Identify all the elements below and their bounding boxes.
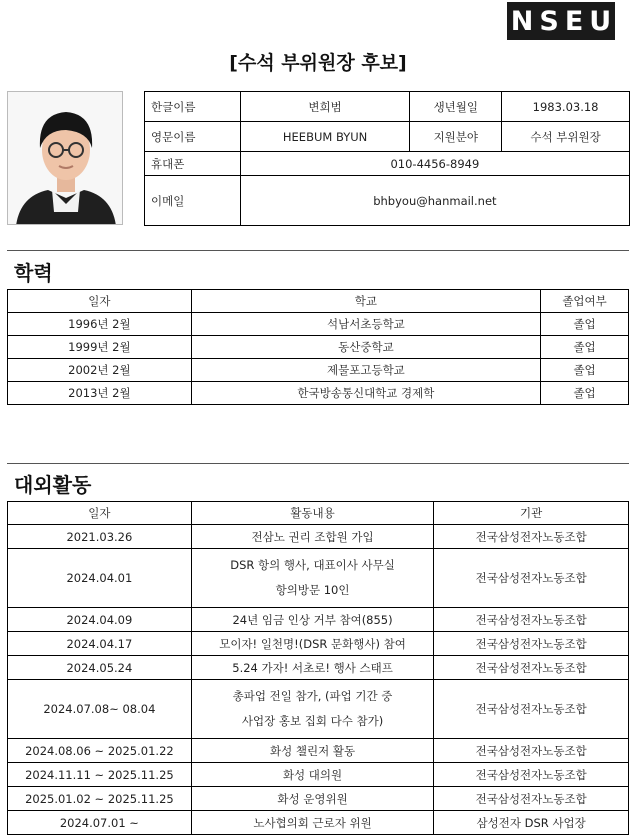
profile-table	[144, 91, 630, 226]
nseu-logo: NSEU	[507, 2, 615, 40]
act-content-line: DSR 항의 행사, 대표이사 사무실	[230, 558, 395, 572]
edu-date: 1999년 2월	[8, 336, 192, 359]
act-org: 전국삼성전자노동조합	[434, 632, 629, 656]
phone-label: 휴대폰	[145, 152, 241, 176]
act-org: 삼성전자 DSR 사업장	[434, 811, 629, 835]
act-org: 전국삼성전자노동조합	[434, 656, 629, 680]
edu-status: 졸업	[541, 382, 629, 405]
table-row	[8, 382, 629, 405]
act-date: 2024.05.24	[8, 656, 192, 680]
act-content: 전삼노 권리 조합원 가입	[191, 525, 434, 549]
act-org: 전국삼성전자노동조합	[434, 680, 629, 739]
act-org: 전국삼성전자노동조합	[434, 549, 629, 608]
table-row	[8, 680, 629, 739]
act-content: 모이자! 일천명!(DSR 문화행사) 참여	[191, 632, 434, 656]
act-content: 5.24 가자! 서초로! 행사 스태프	[191, 656, 434, 680]
edu-header-date: 일자	[8, 290, 192, 313]
act-date: 2021.03.26	[8, 525, 192, 549]
edu-school: 동산중학교	[191, 336, 540, 359]
table-row	[8, 336, 629, 359]
page-title: [수석 부위원장 후보]	[229, 52, 407, 74]
act-date: 2024.07.08~ 08.04	[8, 680, 192, 739]
act-content-line: 항의방문 10인	[275, 583, 350, 597]
table-row	[8, 525, 629, 549]
act-content: 노사협의회 근로자 위원	[191, 811, 434, 835]
edu-date: 2002년 2월	[8, 359, 192, 382]
table-row	[8, 549, 629, 608]
email-label: 이메일	[145, 176, 241, 226]
profile-photo	[7, 91, 123, 225]
act-date: 2024.04.09	[8, 608, 192, 632]
table-row	[8, 359, 629, 382]
act-content	[191, 549, 434, 608]
act-date: 2024.07.01 ~	[8, 811, 192, 835]
act-org: 전국삼성전자노동조합	[434, 739, 629, 763]
act-header-content: 활동내용	[191, 502, 434, 525]
phone-value: 010-4456-8949	[240, 152, 629, 176]
en-name-value: HEEBUM BYUN	[240, 122, 410, 152]
act-date: 2024.04.17	[8, 632, 192, 656]
act-date: 2024.08.06 ~ 2025.01.22	[8, 739, 192, 763]
name-value: 변희범	[240, 92, 410, 122]
edu-header-school: 학교	[191, 290, 540, 313]
table-row	[8, 811, 629, 835]
name-label: 한글이름	[145, 92, 241, 122]
table-row	[8, 763, 629, 787]
field-label: 지원분야	[410, 122, 502, 152]
act-org: 전국삼성전자노동조합	[434, 787, 629, 811]
act-content: 화성 대의원	[191, 763, 434, 787]
section-divider	[7, 463, 629, 464]
act-content-line: 사업장 홍보 집회 다수 참가)	[241, 714, 384, 728]
act-content: 24년 임금 인상 거부 참여(855)	[191, 608, 434, 632]
act-content: 화성 운영위원	[191, 787, 434, 811]
table-row	[8, 632, 629, 656]
act-date: 2024.04.01	[8, 549, 192, 608]
table-row	[8, 656, 629, 680]
section-divider	[7, 250, 629, 251]
birth-label: 생년월일	[410, 92, 502, 122]
act-date: 2024.11.11 ~ 2025.11.25	[8, 763, 192, 787]
field-value: 수석 부위원장	[502, 122, 630, 152]
edu-school: 제물포고등학교	[191, 359, 540, 382]
edu-status: 졸업	[541, 336, 629, 359]
edu-date: 2013년 2월	[8, 382, 192, 405]
act-org: 전국삼성전자노동조합	[434, 525, 629, 549]
edu-date: 1996년 2월	[8, 313, 192, 336]
act-header-org: 기관	[434, 502, 629, 525]
act-content	[191, 680, 434, 739]
table-row	[8, 608, 629, 632]
edu-status: 졸업	[541, 313, 629, 336]
email-value: bhbyou@hanmail.net	[240, 176, 629, 226]
edu-school: 석남서초등학교	[191, 313, 540, 336]
act-content: 화성 챌린저 활동	[191, 739, 434, 763]
activities-table	[7, 501, 629, 835]
table-row	[8, 313, 629, 336]
table-row	[8, 739, 629, 763]
edu-status: 졸업	[541, 359, 629, 382]
act-header-date: 일자	[8, 502, 192, 525]
act-org: 전국삼성전자노동조합	[434, 608, 629, 632]
en-name-label: 영문이름	[145, 122, 241, 152]
birth-value: 1983.03.18	[502, 92, 630, 122]
education-table	[7, 289, 629, 405]
table-row	[8, 787, 629, 811]
edu-school: 한국방송통신대학교 경제학	[191, 382, 540, 405]
edu-header-status: 졸업여부	[541, 290, 629, 313]
person-portrait-icon	[8, 92, 123, 225]
act-org: 전국삼성전자노동조합	[434, 763, 629, 787]
act-date: 2025.01.02 ~ 2025.11.25	[8, 787, 192, 811]
education-title: 학력	[14, 261, 53, 285]
act-content-line: 총파업 전일 참가, (파업 기간 중	[232, 689, 393, 703]
activities-title: 대외활동	[14, 473, 92, 497]
